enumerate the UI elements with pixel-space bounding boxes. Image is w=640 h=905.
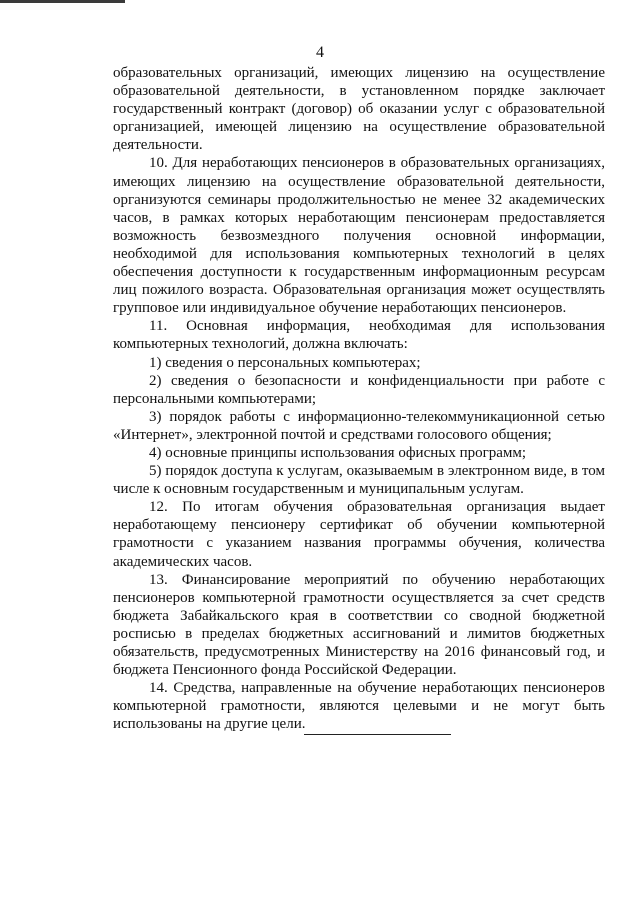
paragraph-11-basic-information: 11. Основная информация, необходимая для использования компьютерных технологий, должна включать: — [113, 318, 605, 353]
list-item-4-office-programs: 4) основные принципы использования офисных программ; — [149, 444, 527, 461]
paragraph-12-certificate: 12. По итогам обучения образовательная организация выдает неработающему пенсионеру сертификат об обучении компьютерной грамотности с указанием названия программы обучения, количества академических часов. — [113, 499, 605, 570]
paragraph-14-target-funds: 14. Средства, направленные на обучение неработающих пенсионеров компьютерной грамотности, являются целевыми и не могут быть использованы на другие цели. — [113, 680, 605, 733]
list-item-3-internet: 3) порядок работы с информационно-телекоммуникационной сетью «Интернет», электронной почтой и средствами голосового общения; — [113, 408, 605, 443]
list-item-2-security: 2) сведения о безопасности и конфиденциальности при работе с персональными компьютерами; — [113, 372, 605, 407]
document-body — [113, 64, 605, 733]
end-of-document-rule — [304, 734, 451, 735]
list-item-1-personal-computers: 1) сведения о персональных компьютерах; — [149, 354, 421, 371]
page-number: 4 — [316, 44, 324, 61]
paragraph-10-seminars: 10. Для неработающих пенсионеров в образовательных организациях, имеющих лицензию на осуществление образовательной деятельности, организуются семинары продолжительностью не менее 32 академических часов, в рамках которых неработающим пенсионерам предоставляется возможность безвозмездного получения основной информации, необходимой для использования компьютерных технологий в целях обеспечения доступности к государственным информационным ресурсам лиц пожилого возраста. Образовательная организация может осуществлять групповое или индивидуальное обучение неработающих пенсионеров. — [113, 155, 605, 317]
paragraph-13-financing: 13. Финансирование мероприятий по обучению неработающих пенсионеров компьютерной грамотности осуществляется за счет средств бюджета Забайкальского края в соответствии со сводной бюджетной росписью в пределах бюджетных ассигнований и лимитов бюджетных обязательств, предусмотренных Министерству на 2016 финансовый год, и бюджета Пенсионного фонда Российской Федерации. — [113, 571, 605, 679]
list-item-5-e-services: 5) порядок доступа к услугам, оказываемым в электронном виде, в том числе к основным государственным и муниципальным услугам. — [113, 463, 605, 498]
scan-edge-mark — [0, 0, 125, 3]
paragraph-continuation: образовательных организаций, имеющих лицензию на осуществление образовательной деятельности, в установленном порядке заключает государственный контракт (договор) об оказании услуг с образовательной организацией, имеющей лицензию на осуществление образовательной деятельности. — [113, 65, 605, 154]
